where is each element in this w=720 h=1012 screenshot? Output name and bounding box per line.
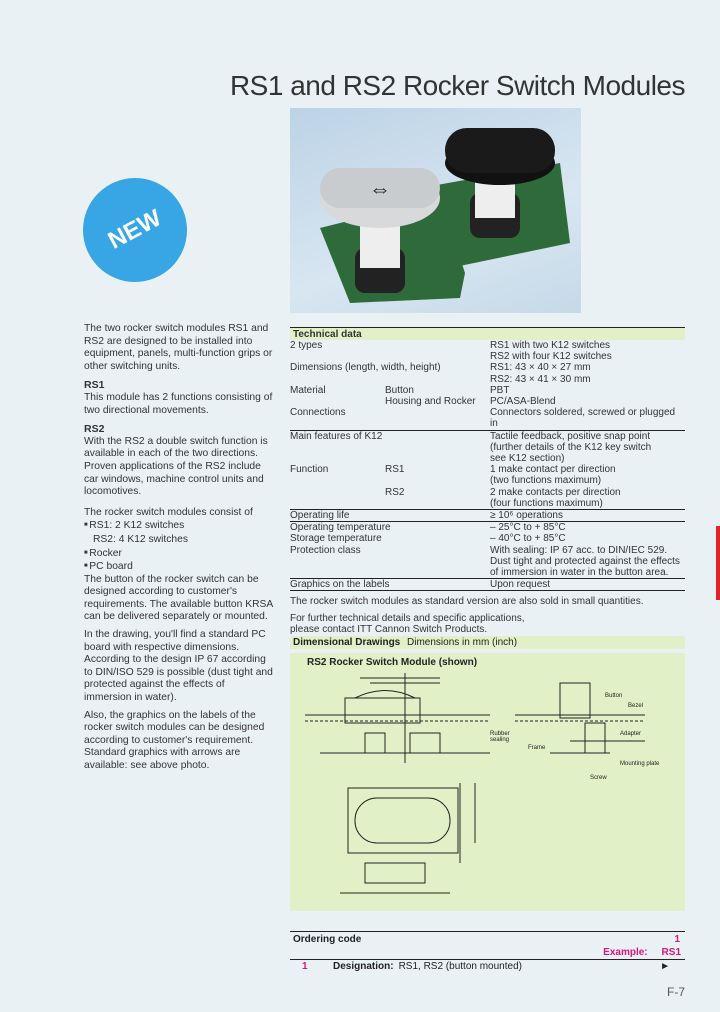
tech-value: of immersion in water in the button area. <box>490 567 669 579</box>
label-button: Button <box>605 693 623 699</box>
tech-cell <box>290 396 385 407</box>
note-contact <box>290 613 685 635</box>
list-item: ■ PC board <box>84 560 274 574</box>
tech-cell <box>490 396 685 407</box>
tech-cell <box>490 579 685 590</box>
note-line: please contact ITT Cannon Switch Products. <box>290 623 488 635</box>
tech-value: – 25°C to + 85°C <box>490 522 566 534</box>
ordering-code <box>290 931 685 972</box>
drawing-title: RS2 Rocker Switch Module (shown) <box>307 657 478 668</box>
tech-value: (four functions maximum) <box>490 497 603 509</box>
ordering-position: 1 <box>674 934 680 945</box>
tech-cell <box>490 407 685 429</box>
example-value: RS1 <box>661 947 681 958</box>
label-adapter: Adapter <box>620 731 642 737</box>
tech-value: ≥ 10⁶ operations <box>490 510 563 522</box>
consist-text: The rocker switch modules consist of <box>84 506 253 518</box>
tech-row <box>290 510 685 522</box>
tech-row <box>290 522 685 533</box>
rs1-text: This module has 2 functions consisting of two directional movements. <box>84 391 273 416</box>
drawing-lines <box>290 653 685 911</box>
page-number: F-7 <box>667 985 685 999</box>
tech-value: With sealing: IP 67 acc. to DIN/IEC 529. <box>490 544 668 556</box>
tech-cell: 2 types <box>290 340 323 351</box>
tech-value: (further details of the K12 key switch <box>490 441 652 453</box>
tech-row <box>290 407 685 430</box>
tech-row <box>290 385 685 396</box>
list-item: ■ Rocker <box>84 547 274 561</box>
tech-cell <box>490 362 685 384</box>
dimensional-drawing <box>290 653 685 911</box>
technical-data-table <box>290 327 685 635</box>
tech-cell <box>490 487 685 509</box>
tech-cell <box>490 340 685 362</box>
component-list <box>84 519 274 573</box>
rs2-text: With the RS2 a double switch function is available in each of the two directions. Proven applications of the RS2 include car windows, machine control units and locomotives. <box>84 435 268 498</box>
tech-cell <box>490 510 685 521</box>
new-badge: NEW <box>65 160 206 301</box>
designation-index: 1 <box>302 961 308 972</box>
tech-value: Dust tight and protected against the effects <box>490 555 680 567</box>
label-bezel: Bezel <box>628 703 644 709</box>
tech-cell <box>490 533 685 544</box>
tech-cell: Connections <box>290 407 346 419</box>
designation-label: Designation: <box>333 961 394 972</box>
tech-row <box>290 396 685 407</box>
rs2-heading: RS2 <box>84 423 105 436</box>
tech-row <box>290 340 685 362</box>
graphics-paragraph: Also, the graphics on the labels of the rocker switch modules can be designed according to customer's requirement. Standard graphics with arrows are available: see above photo. <box>84 709 265 771</box>
tech-value: – 40°C to + 85°C <box>490 533 566 545</box>
tech-cell <box>490 464 685 486</box>
tech-row <box>290 464 685 486</box>
list-item: ■ RS1: 2 K12 switches <box>84 519 274 533</box>
tech-cell: Operating temperature <box>290 522 391 534</box>
rs1-heading: RS1 <box>84 379 105 392</box>
tech-cell: Main features of K12 <box>290 430 383 442</box>
note-line: For further technical details and specific applications, <box>290 612 525 624</box>
arrow-icon: ► <box>660 961 670 972</box>
tech-cell: Dimensions (length, width, height) <box>290 362 441 374</box>
tech-value: (two functions maximum) <box>490 475 602 487</box>
label-frame: Frame <box>528 745 546 751</box>
intro-paragraph: The two rocker switch modules RS1 and RS2 are designed to be installed into equipment, panels, multi-function grips or other switching units. <box>84 323 273 372</box>
product-photo <box>290 108 581 313</box>
tech-value: PC/ASA-Blend <box>490 396 556 408</box>
tech-cell: Operating life <box>290 510 350 522</box>
tech-cell: Protection class <box>290 544 361 556</box>
tech-cell: RS2 <box>385 486 405 498</box>
tech-cell: Graphics on the labels <box>290 579 390 591</box>
tech-cell: Material <box>290 384 326 396</box>
drawing-paragraph: In the drawing, you'll find a standard PC board with respective dimensions. According to the design IP 67 according to DIN/ISO 529 is possible (dust tight and protected against the effects of immersion in water). <box>84 629 273 704</box>
tech-row <box>290 545 685 580</box>
tech-row <box>290 533 685 544</box>
list-item: RS2: 4 K12 switches <box>93 533 189 545</box>
dim-units: Dimensions in mm (inch) <box>407 637 518 648</box>
tech-row <box>290 487 685 510</box>
tech-cell <box>490 385 685 396</box>
tech-cell: Storage temperature <box>290 533 382 545</box>
tech-value: RS2: 43 × 41 × 30 mm <box>490 373 591 385</box>
tech-value: Tactile feedback, positive snap point <box>490 430 651 442</box>
tech-value: Upon request <box>490 579 551 591</box>
tech-value: 2 make contacts per direction <box>490 486 621 498</box>
example-label: Example: <box>603 947 648 958</box>
tech-cell: Button <box>385 384 414 396</box>
label-mounting-plate: Mounting plate <box>620 761 660 767</box>
tech-value: RS1 with two K12 switches <box>490 340 611 351</box>
technical-data-header: Technical data <box>290 327 685 340</box>
designation-value: RS1, RS2 (button mounted) <box>398 961 522 972</box>
label-rubber-sealing: Rubber sealing <box>490 731 510 743</box>
tech-row <box>290 431 685 465</box>
tech-value: Connectors soldered, screwed or plugged in <box>490 407 676 430</box>
tech-value: RS2 with four K12 switches <box>490 351 612 363</box>
tech-cell <box>490 522 685 533</box>
page-title: RS1 and RS2 Rocker Switch Modules <box>229 70 685 101</box>
tech-value: RS1: 43 × 40 × 27 mm <box>490 362 591 374</box>
dim-title: Dimensional Drawings <box>293 637 401 648</box>
tech-value: 1 make contact per direction <box>490 464 616 476</box>
tech-cell <box>490 545 685 579</box>
label-screw: Screw <box>590 775 607 781</box>
tech-row <box>290 579 685 591</box>
note-small-quantities: The rocker switch modules as standard version are also sold in small quantities. <box>290 596 644 608</box>
tech-cell: Housing and Rocker <box>385 396 476 408</box>
tech-cell <box>290 487 385 509</box>
section-tab-marker <box>716 526 720 600</box>
tech-value: see K12 section) <box>490 453 565 465</box>
ordering-code-title: Ordering code <box>293 934 362 945</box>
dimensional-drawings-header <box>290 636 685 649</box>
tech-value: PBT <box>490 384 510 396</box>
tech-cell: RS1 <box>385 464 405 476</box>
tech-row <box>290 362 685 384</box>
tech-cell: Function <box>290 464 329 476</box>
button-paragraph: The button of the rocker switch can be designed according to customer's requirements. The available button KRSA can be delivered separately or mounted. <box>84 573 273 623</box>
intro-column <box>84 323 274 778</box>
svg-text:⇔: ⇔ <box>369 176 391 201</box>
tech-cell <box>490 431 685 465</box>
